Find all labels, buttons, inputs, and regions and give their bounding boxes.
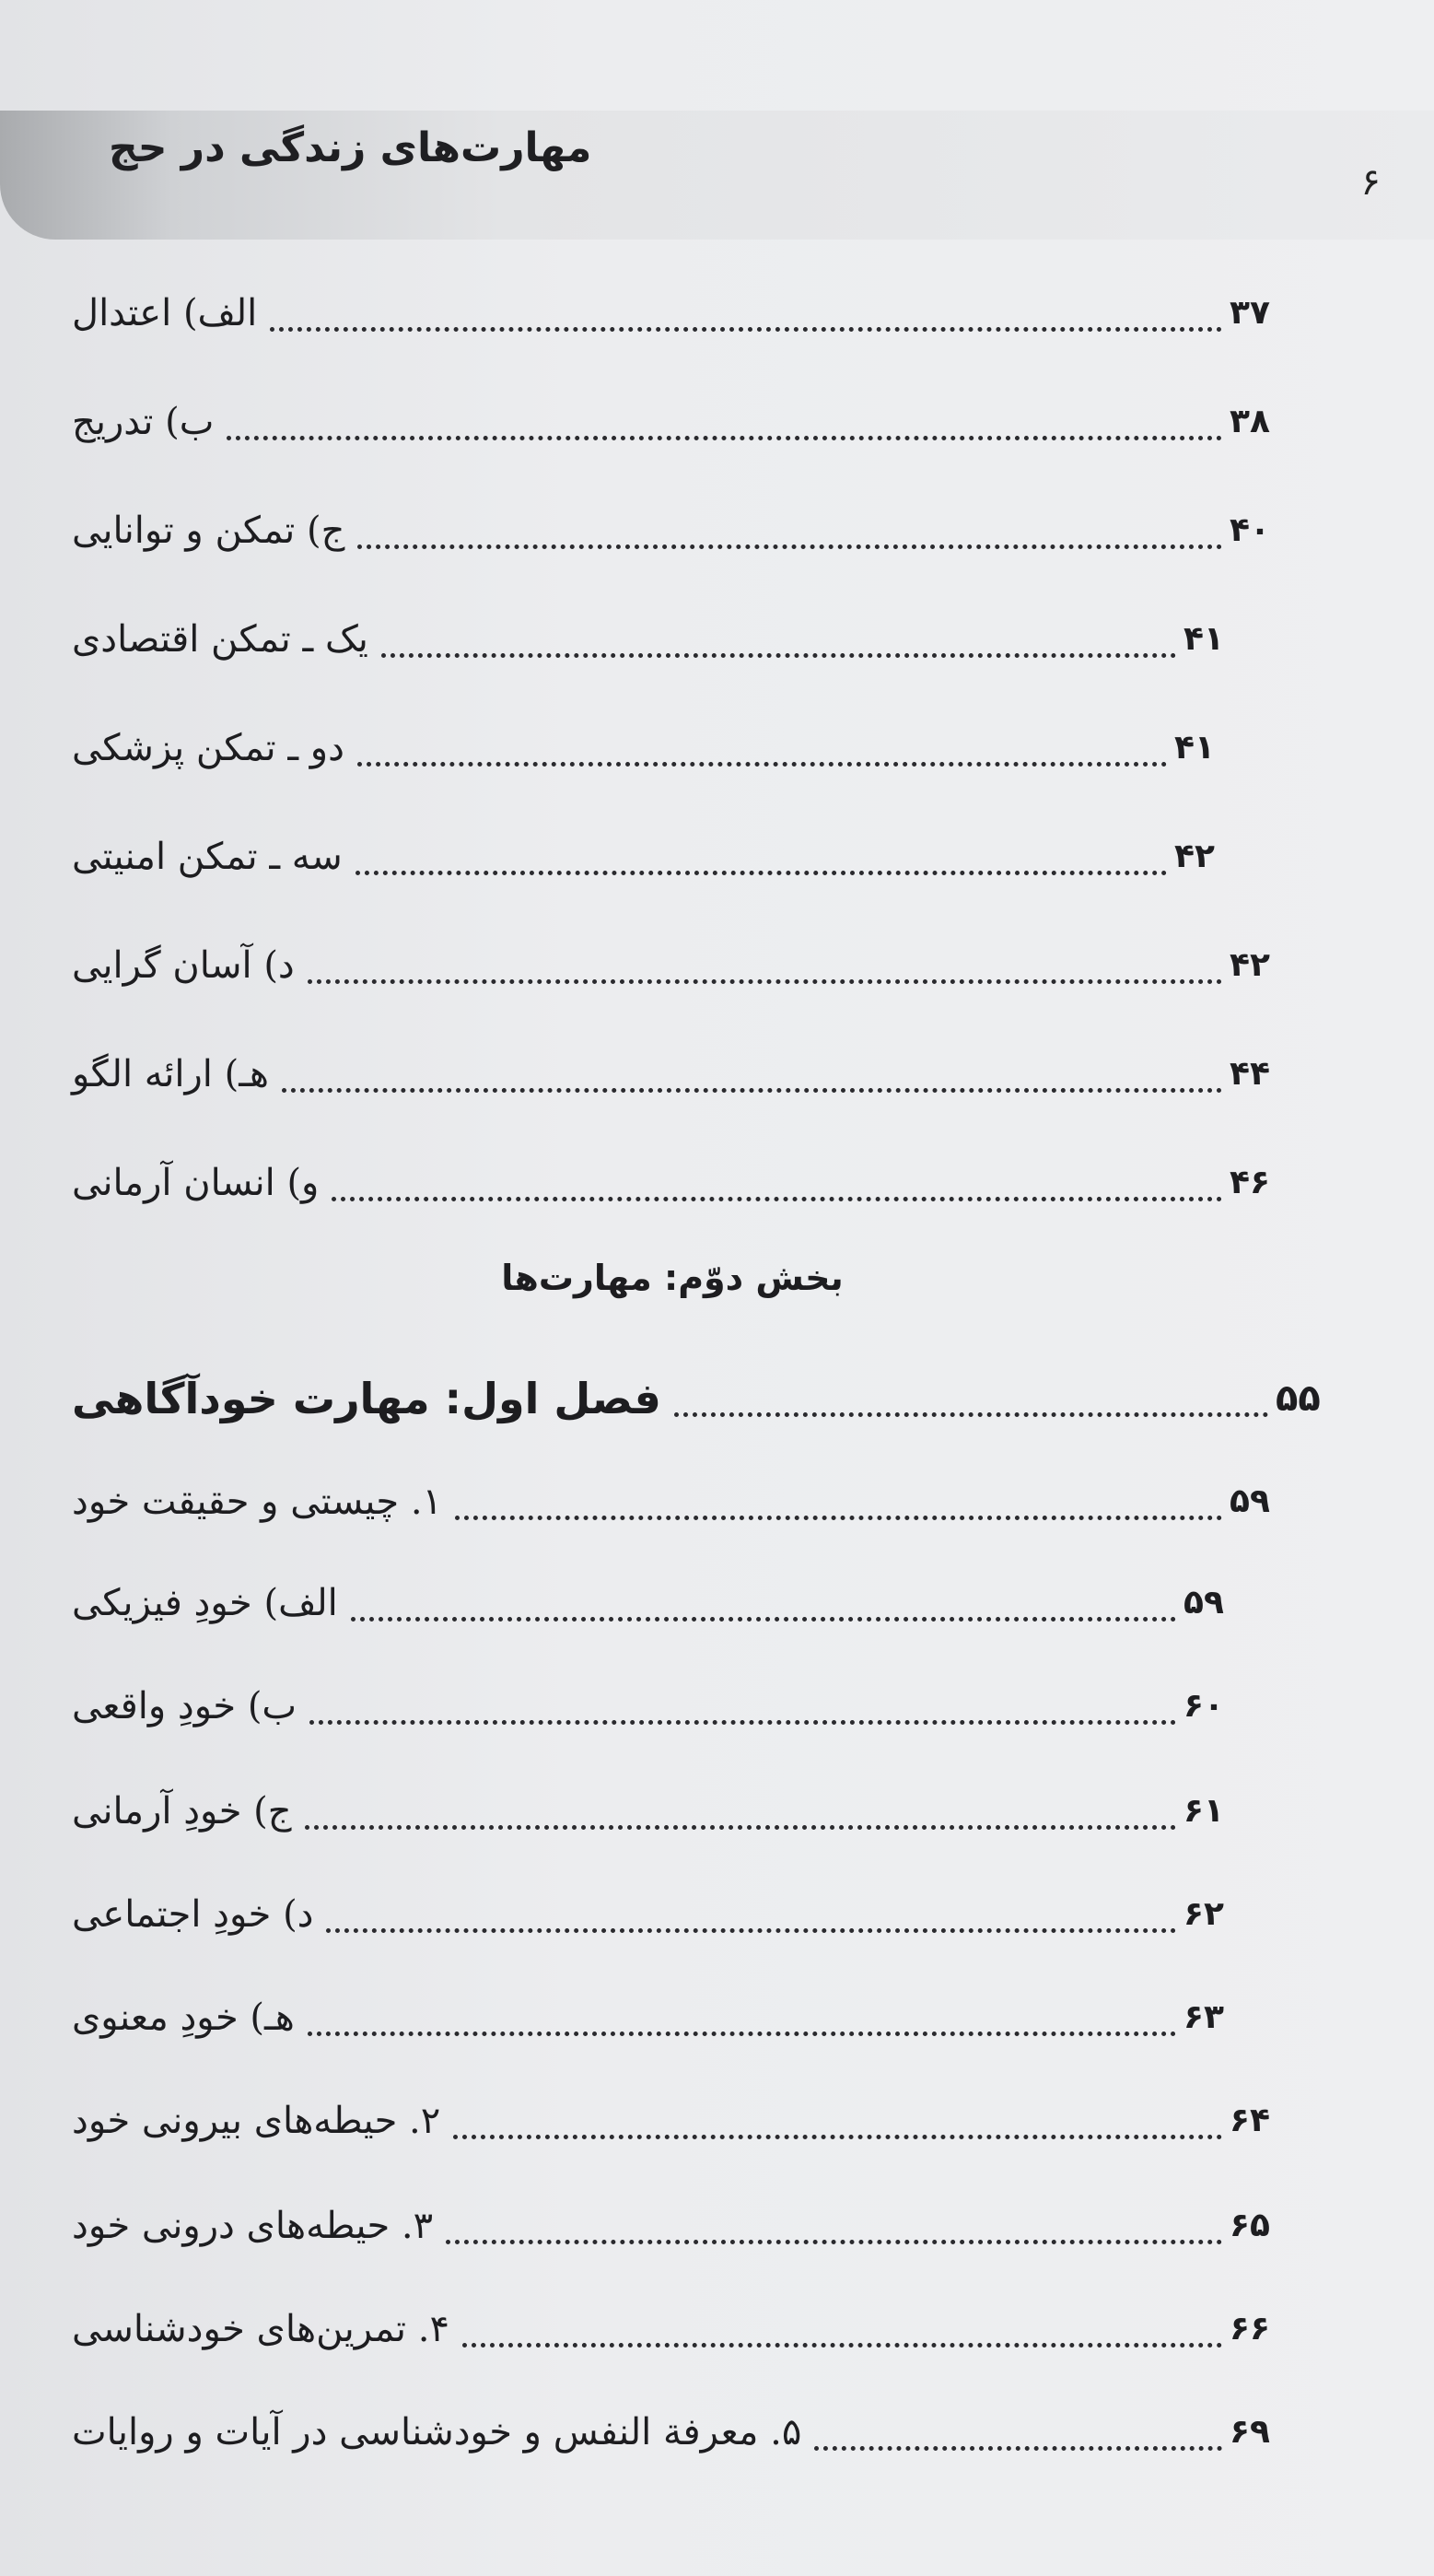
toc-entry-page: ۶۵ bbox=[1230, 2207, 1270, 2244]
toc-entry-label: ج) تمکن و توانایی bbox=[72, 509, 345, 552]
toc-entry-label: ب) خودِ واقعی bbox=[72, 1685, 297, 1727]
toc-entry bbox=[64, 711, 1239, 785]
toc-entry bbox=[64, 929, 1294, 1002]
toc-entry-label: ۲. حیطه‌های بیرونی خود bbox=[72, 2100, 441, 2142]
toc-entry-page: ۵۵ bbox=[1276, 1377, 1321, 1420]
running-header-title: مهارت‌های زندگی در حج bbox=[109, 124, 592, 171]
toc-entry bbox=[64, 2084, 1294, 2158]
toc-entry-label: یک ـ تمکن اقتصادی bbox=[72, 618, 368, 661]
leader-dots bbox=[674, 1412, 1268, 1417]
toc-entry bbox=[64, 1981, 1248, 2055]
leader-dots bbox=[453, 2135, 1222, 2139]
toc-entry bbox=[64, 1878, 1248, 1951]
toc-entry-label: فصل اول: مهارت خودآگاهی bbox=[72, 1374, 661, 1423]
toc-entry bbox=[64, 385, 1294, 459]
toc-entry-label: هـ) ارائه الگو bbox=[72, 1053, 270, 1095]
toc-entry-label: ج) خودِ آرمانی bbox=[72, 1790, 292, 1832]
toc-entry-label: الف) اعتدال bbox=[72, 292, 258, 334]
leader-dots bbox=[381, 653, 1176, 658]
toc-entry-page: ۶۱ bbox=[1183, 1792, 1224, 1830]
toc-entry-label: ب) تدریج bbox=[72, 401, 215, 443]
toc-entry-label: الف) خودِ فیزیکی bbox=[72, 1582, 338, 1624]
toc-entry-page: ۴۲ bbox=[1230, 946, 1270, 984]
leader-dots bbox=[309, 1720, 1176, 1725]
toc-entry-page: ۵۹ bbox=[1183, 1584, 1224, 1622]
toc-entry-label: دو ـ تمکن پزشکی bbox=[72, 727, 344, 769]
toc-entry-label: ۳. حیطه‌های درونی خود bbox=[72, 2205, 434, 2247]
leader-dots bbox=[305, 1825, 1176, 1830]
toc-entry bbox=[64, 1669, 1248, 1743]
toc-entry bbox=[64, 2292, 1294, 2366]
toc-entry-label: د) آسان گرایی bbox=[72, 944, 295, 987]
leader-dots bbox=[446, 2240, 1222, 2244]
toc-entry-page: ۳۸ bbox=[1230, 403, 1270, 440]
toc-entry-page: ۶۴ bbox=[1230, 2102, 1270, 2139]
toc-entry-label: و) انسان آرمانی bbox=[72, 1162, 320, 1204]
leader-dots bbox=[282, 1088, 1222, 1093]
toc-entry-page: ۶۹ bbox=[1230, 2413, 1270, 2451]
toc-entry-page: ۵۹ bbox=[1230, 1482, 1270, 1520]
toc-entry-page: ۳۷ bbox=[1230, 294, 1270, 332]
leader-dots bbox=[357, 762, 1167, 767]
toc-entry-page: ۶۲ bbox=[1183, 1895, 1224, 1933]
leader-dots bbox=[308, 2032, 1176, 2036]
toc-entry-page: ۴۴ bbox=[1230, 1055, 1270, 1093]
toc-entry-label: د) خودِ اجتماعی bbox=[72, 1893, 314, 1936]
leader-dots bbox=[462, 2343, 1222, 2348]
toc-entry bbox=[64, 1037, 1294, 1111]
leader-dots bbox=[356, 871, 1167, 875]
toc-entry-label: ۵. معرفة النفس و خودشناسی در آیات و روایات bbox=[72, 2411, 802, 2453]
leader-dots bbox=[351, 1617, 1176, 1622]
toc-entry bbox=[64, 2189, 1294, 2263]
leader-dots bbox=[227, 436, 1222, 440]
leader-dots bbox=[332, 1197, 1222, 1201]
toc-entry bbox=[64, 494, 1294, 568]
toc-entry-label: ۱. چیستی و حقیقت خود bbox=[72, 1481, 443, 1523]
leader-dots bbox=[814, 2446, 1222, 2451]
leader-dots bbox=[357, 544, 1222, 549]
page-number: ۶ bbox=[1360, 161, 1381, 204]
toc-entry bbox=[64, 1774, 1248, 1848]
toc-entry bbox=[64, 603, 1248, 676]
toc-entry-label: سه ـ تمکن امنیتی bbox=[72, 836, 343, 878]
leader-dots bbox=[270, 327, 1222, 332]
toc-entry bbox=[64, 1146, 1294, 1220]
toc-entry bbox=[64, 276, 1294, 350]
leader-dots bbox=[308, 979, 1222, 984]
toc-entry-label: ۴. تمرین‌های خودشناسی bbox=[72, 2308, 449, 2350]
toc-entry-page: ۶۰ bbox=[1183, 1687, 1224, 1725]
toc-entry bbox=[64, 820, 1239, 894]
toc-entry bbox=[64, 1465, 1294, 1539]
toc-entry-page: ۴۲ bbox=[1174, 837, 1215, 875]
toc-entry bbox=[64, 1566, 1248, 1640]
toc-entry-page: ۴۱ bbox=[1174, 729, 1215, 767]
toc-entry-page: ۶۳ bbox=[1183, 1998, 1224, 2036]
toc-entry-page: ۶۶ bbox=[1230, 2310, 1270, 2348]
toc-entry-page: ۴۱ bbox=[1183, 620, 1224, 658]
toc-entry-label: هـ) خودِ معنوی bbox=[72, 1996, 295, 2039]
leader-dots bbox=[455, 1516, 1222, 1520]
toc-entry-page: ۴۶ bbox=[1230, 1164, 1270, 1201]
toc-entry bbox=[64, 2395, 1294, 2469]
section-heading: بخش دوّم: مهارت‌ها bbox=[501, 1258, 844, 1298]
leader-dots bbox=[326, 1928, 1176, 1933]
toc-chapter-entry bbox=[64, 1362, 1340, 1435]
toc-entry-page: ۴۰ bbox=[1230, 511, 1270, 549]
